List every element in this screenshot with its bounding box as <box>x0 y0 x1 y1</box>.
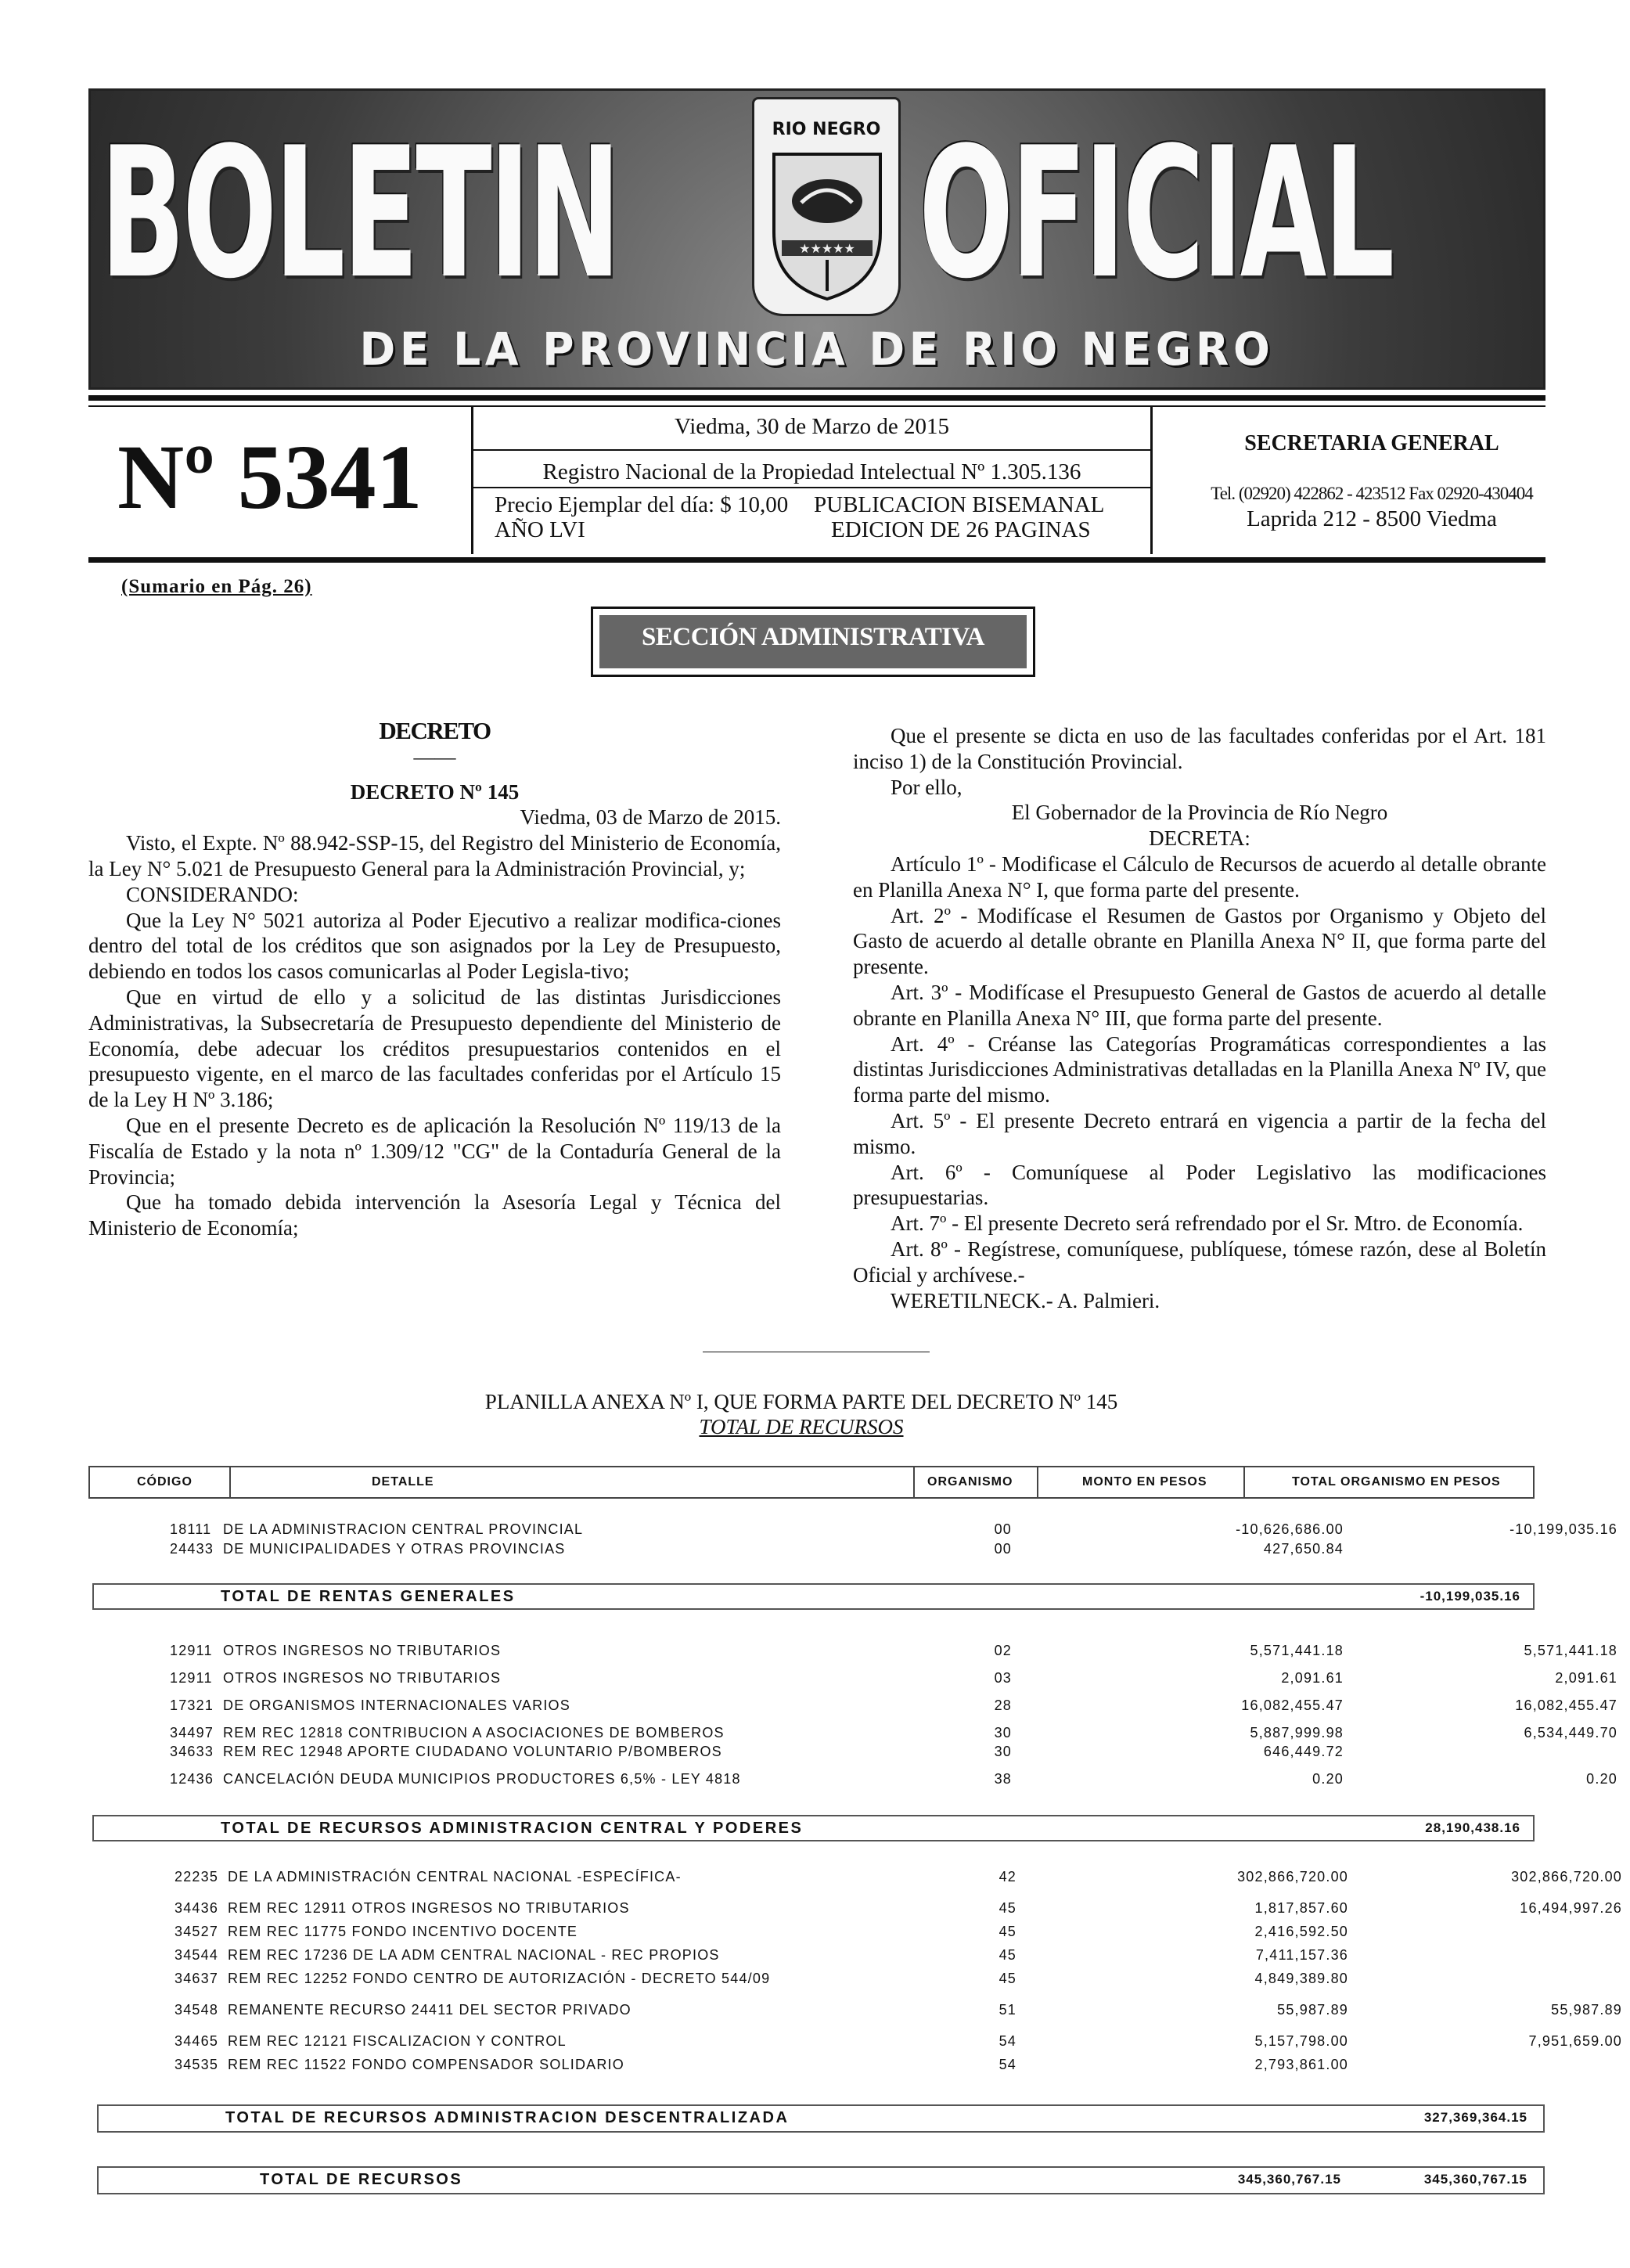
por-ello-label: Por ello, <box>891 775 963 799</box>
total-desc-bar <box>97 2104 1545 2133</box>
row-detail: REM REC 12121 FISCALIZACION Y CONTROL <box>228 2033 567 2049</box>
planilla-subtitle: TOTAL DE RECURSOS <box>699 1415 904 1438</box>
table-row <box>170 1643 1625 1661</box>
seccion-title: SECCIÓN ADMINISTRATIVA <box>599 615 1027 668</box>
table-row <box>175 1924 1630 1942</box>
sumario-link[interactable]: (Sumario en Pág. 26) <box>121 576 312 597</box>
row-total: -10,199,035.16 <box>1509 1521 1617 1537</box>
row-code: 34544 <box>175 1947 219 1963</box>
row-organismo: 45 <box>999 1924 1017 1939</box>
issue-number: Nº 5341 <box>117 426 423 528</box>
masthead-subtitle: DE LA PROVINCIA DE RIO NEGRO <box>359 322 1275 376</box>
row-code: 34535 <box>175 2057 219 2072</box>
row-organismo: 45 <box>999 1971 1017 1986</box>
row-detail: DE MUNICIPALIDADES Y OTRAS PROVINCIAS <box>223 1541 566 1557</box>
row-detail: OTROS INGRESOS NO TRIBUTARIOS <box>223 1643 502 1658</box>
row-total: 7,951,659.00 <box>1528 2033 1622 2049</box>
row-detail: DE ORGANISMOS INTERNACIONALES VARIOS <box>223 1697 570 1713</box>
row-code: 12911 <box>170 1643 213 1658</box>
articulo-4: Art. 4º - Créanse las Categorías Programáticas correspondientes a las distintas Jurisdicciones Administrativas detalladas en la Planilla Anexa Nº IV, que forma parte del mismo. <box>853 1031 1546 1107</box>
total-central-bar <box>92 1815 1535 1841</box>
row-code: 12911 <box>170 1670 213 1686</box>
row-total: 302,866,720.00 <box>1511 1869 1622 1885</box>
row-monto: 55,987.89 <box>1277 2002 1348 2018</box>
row-organismo: 42 <box>999 1869 1017 1885</box>
row-detail: CANCELACIÓN DEUDA MUNICIPIOS PRODUCTORES 6,5% - LEY 4818 <box>223 1771 741 1787</box>
total-rentas-value: -10,199,035.16 <box>1420 1589 1520 1604</box>
facultades-paragraph: Que el presente se dicta en uso de las facultades conferidas por el Art. 181 inciso 1) de la Constitución Provincial. <box>853 724 1546 773</box>
left-column <box>88 718 781 1241</box>
row-monto: 2,416,592.50 <box>1254 1924 1348 1939</box>
svg-text:★★★★★: ★★★★★ <box>799 241 855 256</box>
th-organismo: ORGANISMO <box>927 1475 1013 1489</box>
row-organismo: 38 <box>994 1771 1012 1787</box>
masthead-word-boletin: BOLETIN <box>100 110 618 319</box>
row-monto: 427,650.84 <box>1263 1541 1344 1557</box>
row-monto: 0.20 <box>1312 1771 1344 1787</box>
row-code: 18111 <box>170 1521 212 1537</box>
row-organismo: 54 <box>999 2033 1017 2049</box>
table-row <box>170 1541 1625 1560</box>
row-monto: 5,571,441.18 <box>1250 1643 1344 1658</box>
divider-thin <box>88 405 1545 407</box>
row-organismo: 30 <box>994 1725 1012 1741</box>
table-row <box>170 1771 1625 1790</box>
row-monto: 4,849,389.80 <box>1254 1971 1348 1986</box>
row-organismo: 00 <box>994 1541 1012 1557</box>
header-publicacion: PUBLICACION BISEMANAL <box>814 492 1105 517</box>
decreta-label: DECRETA: <box>1149 826 1250 851</box>
row-detail: DE LA ADMINISTRACIÓN CENTRAL NACIONAL -ESPECÍFICA- <box>228 1869 682 1885</box>
th-sep <box>229 1467 231 1497</box>
total-recursos-label: TOTAL DE RECURSOS <box>260 2171 463 2188</box>
seccion-box <box>591 607 1035 677</box>
articulo-2: Art. 2º - Modifícase el Resumen de Gastos por Organismo y Objeto del Gasto de acuerdo al detalle obrante en Planilla Anexa N° II, que forma parte del presente. <box>853 903 1546 979</box>
row-total: 16,082,455.47 <box>1515 1697 1617 1713</box>
row-organismo: 45 <box>999 1900 1017 1916</box>
row-organismo: 02 <box>994 1643 1012 1658</box>
th-total: TOTAL ORGANISMO EN PESOS <box>1292 1475 1501 1489</box>
row-monto: 302,866,720.00 <box>1237 1869 1348 1885</box>
row-organismo: 45 <box>999 1947 1017 1963</box>
decreto-heading: DECRETO <box>379 717 491 744</box>
header-registro: Registro Nacional de la Propiedad Intelectual Nº 1.305.136 <box>542 459 1081 484</box>
articulo-3: Art. 3º - Modifícase el Presupuesto General de Gastos de acuerdo al detalle obrante en Planilla Anexa N° III, que forma parte del presente. <box>853 980 1546 1030</box>
row-organismo: 30 <box>994 1744 1012 1759</box>
table-row <box>175 1971 1630 1989</box>
header-date: Viedma, 30 de Marzo de 2015 <box>675 414 949 439</box>
th-codigo: CÓDIGO <box>137 1475 193 1489</box>
articulo-6: Art. 6º - Comuníquese al Poder Legislativo las modificaciones presupuestarias. <box>853 1160 1546 1210</box>
considerando-label: CONSIDERANDO: <box>126 882 299 906</box>
row-code: 34436 <box>175 1900 219 1916</box>
row-detail: OTROS INGRESOS NO TRIBUTARIOS <box>223 1670 502 1686</box>
th-sep <box>1243 1467 1245 1497</box>
total-desc-label: TOTAL DE RECURSOS ADMINISTRACION DESCENTRALIZADA <box>225 2109 790 2126</box>
row-total: 2,091.61 <box>1555 1670 1617 1686</box>
firma: WERETILNECK.- A. Palmieri. <box>891 1288 1160 1312</box>
table-row <box>175 2033 1630 2052</box>
row-code: 17321 <box>170 1697 214 1713</box>
articulo-5: Art. 5º - El presente Decreto entrará en vigencia a partir de la fecha del mismo. <box>853 1108 1546 1158</box>
row-code: 34548 <box>175 2002 219 2018</box>
table-row <box>170 1725 1625 1744</box>
articulo-1: Artículo 1º - Modificase el Cálculo de Recursos de acuerdo al detalle obrante en Planilla Anexa N° I, que forma parte del presente. <box>853 851 1546 902</box>
row-code: 34497 <box>170 1725 214 1741</box>
row-detail: REM REC 12948 APORTE CIUDADANO VOLUNTARIO P/BOMBEROS <box>223 1744 722 1759</box>
row-monto: 1,817,857.60 <box>1254 1900 1348 1916</box>
th-sep <box>1037 1467 1038 1497</box>
masthead-banner <box>88 88 1545 390</box>
total-central-value: 28,190,438.16 <box>1425 1820 1520 1835</box>
row-detail: REM REC 11775 FONDO INCENTIVO DOCENTE <box>228 1924 578 1939</box>
masthead-word-oficial: OFICIAL <box>919 110 1392 319</box>
divider-thick-2 <box>88 557 1545 563</box>
row-organismo: 03 <box>994 1670 1012 1686</box>
row-monto: -10,626,686.00 <box>1236 1521 1344 1537</box>
row-total: 5,571,441.18 <box>1524 1643 1617 1658</box>
planilla-title: PLANILLA ANEXA Nº I, QUE FORMA PARTE DEL DECRETO Nº 145 <box>484 1390 1118 1413</box>
considerando-paragraph-2: Que en virtud de ello y a solicitud de las distintas Jurisdicciones Administrativas, la Subsecretaría de Presupuesto dependiente del Ministerio de Economía, debe adecuar los créditos presupuestarios contenidos en el presupuesto vigente, en el marco de las facultades conferidas por el Artículo 15 de la Ley H Nº 3.186; <box>88 985 781 1112</box>
total-recursos-bar <box>97 2166 1545 2194</box>
provincial-seal <box>752 97 901 316</box>
table-row <box>170 1521 1625 1540</box>
row-detail: REM REC 12252 FONDO CENTRO DE AUTORIZACIÓN - DECRETO 544/09 <box>228 1971 771 1986</box>
row-code: 34637 <box>175 1971 219 1986</box>
header-precio: Precio Ejemplar del día: $ 10,00 <box>495 492 789 517</box>
table-row <box>175 2002 1630 2021</box>
table-row <box>175 1869 1630 1888</box>
header-hline-2 <box>473 487 1150 488</box>
row-organismo: 00 <box>994 1521 1012 1537</box>
decreto-number: DECRETO Nº 145 <box>350 779 520 804</box>
total-recursos-monto: 345,360,767.15 <box>1237 2172 1341 2187</box>
row-code: 12436 <box>170 1771 214 1787</box>
table-row <box>170 1744 1625 1762</box>
row-total: 6,534,449.70 <box>1524 1725 1617 1741</box>
header-edicion: EDICION DE 26 PAGINAS <box>831 517 1091 542</box>
gobernador-label: El Gobernador de la Provincia de Río Negro <box>1011 801 1388 825</box>
row-code: 34465 <box>175 2033 219 2049</box>
th-monto: MONTO EN PESOS <box>1082 1475 1207 1489</box>
articulo-7: Art. 7º - El presente Decreto será refrendado por el Sr. Mtro. de Economía. <box>891 1211 1524 1236</box>
articulo-8: Art. 8º - Regístrese, comuníquese, publíquese, tómese razón, dese al Boletín Oficial y archívese.- <box>853 1237 1546 1287</box>
header-hline <box>473 449 1150 451</box>
row-monto: 16,082,455.47 <box>1241 1697 1344 1713</box>
row-detail: REM REC 12818 CONTRIBUCION A ASOCIACIONES DE BOMBEROS <box>223 1725 725 1741</box>
header-anio: AÑO LVI <box>495 517 585 542</box>
row-monto: 2,793,861.00 <box>1254 2057 1348 2072</box>
divider-thick <box>88 395 1545 401</box>
row-monto: 2,091.61 <box>1281 1670 1344 1686</box>
total-rentas-label: TOTAL DE RENTAS GENERALES <box>221 1588 516 1605</box>
decreto-date: Viedma, 03 de Marzo de 2015. <box>520 805 781 830</box>
table-row <box>170 1670 1625 1689</box>
table-row <box>175 2057 1630 2075</box>
total-rentas-bar <box>92 1583 1535 1610</box>
row-organismo: 54 <box>999 2057 1017 2072</box>
total-central-label: TOTAL DE RECURSOS ADMINISTRACION CENTRAL Y PODERES <box>221 1820 804 1837</box>
considerando-paragraph-4: Que ha tomado debida intervención la Asesoría Legal y Técnica del Ministerio de Economía; <box>88 1190 781 1240</box>
visto-paragraph: Visto, el Expte. Nº 88.942-SSP-15, del Registro del Ministerio de Economía, la Ley N° 5.021 de Presupuesto General para la Administración Provincial, y; <box>88 831 781 880</box>
right-column <box>853 723 1546 1313</box>
row-total: 55,987.89 <box>1551 2002 1622 2018</box>
decreto-heading-rule: —— <box>413 744 456 769</box>
total-desc-value: 327,369,364.15 <box>1423 2110 1527 2125</box>
row-detail: REMANENTE RECURSO 24411 DEL SECTOR PRIVADO <box>228 2002 631 2018</box>
row-monto: 7,411,157.36 <box>1255 1947 1348 1963</box>
row-detail: REM REC 12911 OTROS INGRESOS NO TRIBUTARIOS <box>228 1900 630 1916</box>
row-monto: 5,887,999.98 <box>1250 1725 1344 1741</box>
row-monto: 646,449.72 <box>1263 1744 1344 1759</box>
row-monto: 5,157,798.00 <box>1254 2033 1348 2049</box>
seal-emblem-icon <box>766 146 888 303</box>
row-total: 16,494,997.26 <box>1520 1900 1622 1916</box>
row-organismo: 28 <box>994 1697 1012 1713</box>
row-organismo: 51 <box>999 2002 1017 2018</box>
header-secretaria: SECRETARIA GENERAL <box>1244 431 1499 455</box>
row-detail: DE LA ADMINISTRACION CENTRAL PROVINCIAL <box>223 1521 584 1537</box>
row-detail: REM REC 11522 FONDO COMPENSADOR SOLIDARIO <box>228 2057 624 2072</box>
th-sep <box>913 1467 915 1497</box>
header-telefono: Tel. (02920) 422862 - 423512 Fax 02920-430404 <box>1211 484 1533 503</box>
table-row <box>175 1900 1630 1919</box>
seal-label: RIO NEGRO <box>772 120 881 139</box>
row-code: 22235 <box>175 1869 219 1885</box>
row-total: 0.20 <box>1586 1771 1617 1787</box>
row-code: 24433 <box>170 1541 214 1557</box>
th-detalle: DETALLE <box>372 1475 434 1489</box>
row-code: 34527 <box>175 1924 219 1939</box>
table-header <box>88 1466 1535 1499</box>
table-row <box>175 1947 1630 1966</box>
row-code: 34633 <box>170 1744 214 1759</box>
considerando-paragraph-1: Que la Ley N° 5021 autoriza al Poder Ejecutivo a realizar modifica-ciones dentro del total de los créditos que son asignados por la Ley de Presupuesto, debiendo en todos los casos comunicarlas al Poder Legisla-tivo; <box>88 908 781 984</box>
considerando-paragraph-3: Que en el presente Decreto es de aplicación la Resolución Nº 119/13 de la Fiscalía de Estado y la nota nº 1.309/12 "CG" de la Contaduría General de la Provincia; <box>88 1113 781 1189</box>
table-row <box>170 1697 1625 1716</box>
total-recursos-value: 345,360,767.15 <box>1423 2172 1527 2187</box>
header-direccion: Laprida 212 - 8500 Viedma <box>1247 506 1497 531</box>
row-detail: REM REC 17236 DE LA ADM CENTRAL NACIONAL - REC PROPIOS <box>228 1947 720 1963</box>
